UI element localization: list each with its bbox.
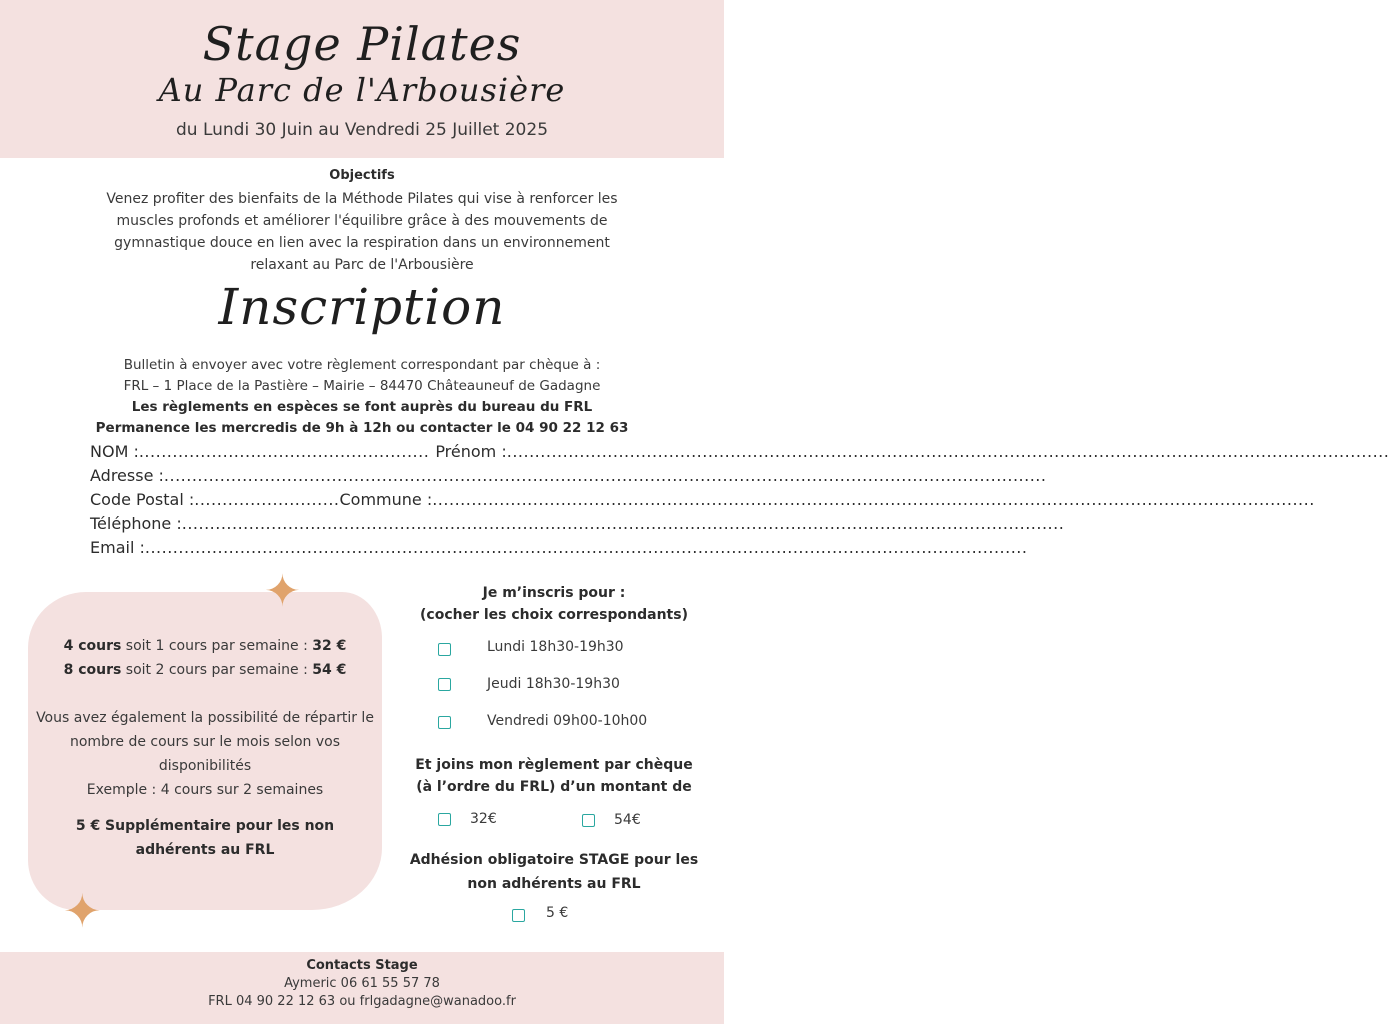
adresse-label: Adresse : [90,466,164,485]
telephone-field[interactable]: .............................................................................................................................................................. [181,514,1065,533]
tarifs-exemple: Exemple : 4 cours sur 2 semaines [86,782,324,798]
sparkle-icon: ✦ [264,566,301,617]
tarif-4-cours: 4 cours soit 1 cours par semaine : 32 € [63,638,347,654]
commune-field[interactable]: .............................................................................................................................................................. [432,490,1315,509]
nom-label: NOM : [90,442,139,461]
stage-dates: du Lundi 30 Juin au Vendredi 25 Juillet 2025 [175,120,549,140]
tarif-8-cours: 8 cours soit 2 cours par semaine : 54 € [63,662,347,678]
form-row-code-postal [90,488,1315,512]
contact-aymeric: Aymeric 06 61 55 57 78 [284,976,440,991]
choix-heading [404,582,704,626]
amount-32-label: 32€ [470,811,497,827]
form-row-email [90,536,1028,560]
tarifs-info [34,706,376,802]
contact-frl: FRL 04 90 22 12 63 ou frlgadagne@wanadoo.fr [208,994,516,1009]
reglement-line-1: Et joins mon règlement par chèque [415,757,693,773]
amount-54-label: 54€ [614,812,641,828]
checkbox-vendredi[interactable] [438,716,451,729]
adresse-field[interactable]: .............................................................................................................................................................. [163,466,1047,485]
checkbox-lundi[interactable] [438,643,451,656]
reglement-line-2: (à l’ordre du FRL) d’un montant de [416,779,692,795]
objectifs-heading: Objectifs [329,168,395,183]
checkbox-jeudi[interactable] [438,678,451,691]
option-jeudi-label: Jeudi 18h30-19h30 [487,676,620,692]
adhesion-amount-label: 5 € [546,905,569,921]
choix-title-2: (cocher les choix correspondants) [420,607,688,623]
code-postal-label: Code Postal : [90,490,195,509]
tarifs-supplement: 5 € Supplémentaire pour les non adhérents au FRL [75,818,335,858]
form-row-nom [90,440,1389,464]
prenom-label: Prénom : [435,442,507,461]
choix-title-1: Je m’inscris pour : [482,585,626,601]
commune-label: Commune : [339,490,433,509]
reglement-heading [404,754,704,798]
inscription-heading: Inscription [218,278,506,336]
option-vendredi-label: Vendredi 09h00-10h00 [487,713,648,729]
page-title: Stage Pilates [202,17,522,71]
bulletin-line-2: FRL – 1 Place de la Pastière – Mairie – 84470 Châteauneuf de Gadagne [123,378,601,394]
form-row-adresse [90,464,1047,488]
email-field[interactable]: .............................................................................................................................................................. [144,538,1028,557]
adhesion-heading [404,848,704,896]
option-lundi-label: Lundi 18h30-19h30 [487,639,624,655]
bulletin-line-4: Permanence les mercredis de 9h à 12h ou contacter le 04 90 22 12 63 [95,420,629,436]
checkbox-32[interactable] [438,813,451,826]
page-subtitle: Au Parc de l'Arbousière [158,71,566,109]
objectifs-text: Venez profiter des bienfaits de la Méthode Pilates qui vise à renforcer les muscles profonds et améliorer l'équilibre grâce à des mouvements de gymnastique douce en lien avec la respiration dans un environnement relaxant au Parc de l'Arbousière [106,191,618,273]
bulletin-info [0,355,724,439]
contacts [0,957,724,1011]
adhesion-line-1: Adhésion obligatoire STAGE pour les [409,852,699,868]
bulletin-line-3: Les règlements en espèces se font auprès du bureau du FRL [131,399,593,415]
email-label: Email : [90,538,145,557]
prenom-field[interactable]: .............................................................................................................................................................. [506,442,1389,461]
tarifs-info-text: Vous avez également la possibilité de répartir le nombre de cours sur le mois selon vos disponibilités [36,710,374,774]
contacts-heading: Contacts Stage [306,958,418,973]
checkbox-adhesion[interactable] [512,909,525,922]
adhesion-line-2: non adhérents au FRL [467,876,641,892]
telephone-label: Téléphone : [90,514,182,533]
tarifs-prices [28,634,382,682]
code-postal-field[interactable]: .......................... [194,490,340,509]
bulletin-line-1: Bulletin à envoyer avec votre règlement correspondant par chèque à : [123,357,601,373]
inscription-form [90,440,1389,560]
checkbox-54[interactable] [582,814,595,827]
form-row-telephone [90,512,1065,536]
sparkle-icon: ✦ [63,884,102,938]
nom-field[interactable]: .................................................... [138,442,430,461]
